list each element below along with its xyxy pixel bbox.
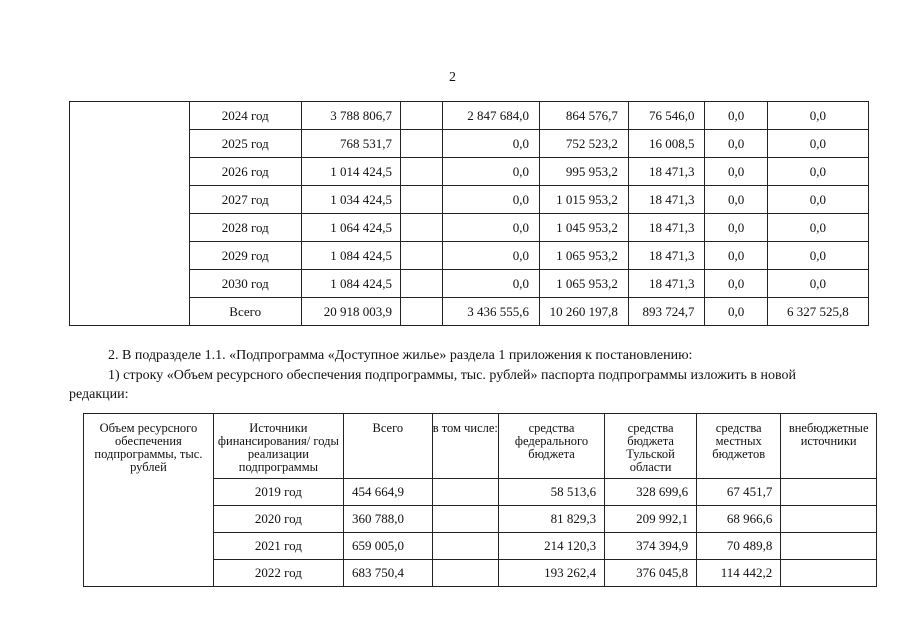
paragraph-item-1: 1) строку «Объем ресурсного обеспечения подпрограммы, тыс. рублей» паспорта подпрограммы изложить в новой <box>108 368 796 383</box>
value-cell: 1 015 953,2 <box>539 186 628 214</box>
value-cell <box>781 479 877 506</box>
value-cell: 0,0 <box>767 186 868 214</box>
value-cell: 0,0 <box>705 242 767 270</box>
empty-cell <box>432 479 498 506</box>
table-row <box>70 186 869 214</box>
year-cell: 2029 год <box>189 242 301 270</box>
empty-cell <box>401 242 443 270</box>
table-row <box>70 242 869 270</box>
year-cell: 2030 год <box>189 270 301 298</box>
value-cell: 18 471,3 <box>628 186 705 214</box>
value-cell: 0,0 <box>705 270 767 298</box>
empty-cell <box>432 506 498 533</box>
value-cell: 893 724,7 <box>628 298 705 326</box>
total-cell: 1 064 424,5 <box>301 214 400 242</box>
value-cell: 214 120,3 <box>498 533 604 560</box>
value-cell: 1 045 953,2 <box>539 214 628 242</box>
total-cell: 1 084 424,5 <box>301 242 400 270</box>
table-row-total <box>70 298 869 326</box>
value-cell: 76 546,0 <box>628 102 705 130</box>
value-cell: 0,0 <box>705 186 767 214</box>
total-cell: 360 788,0 <box>343 506 432 533</box>
value-cell <box>781 506 877 533</box>
year-cell: 2021 год <box>213 533 343 560</box>
value-cell: 995 953,2 <box>539 158 628 186</box>
value-cell: 0,0 <box>705 130 767 158</box>
year-cell: 2020 год <box>213 506 343 533</box>
value-cell: 0,0 <box>767 242 868 270</box>
total-cell: 768 531,7 <box>301 130 400 158</box>
empty-cell <box>401 214 443 242</box>
value-cell: 67 451,7 <box>697 479 781 506</box>
value-cell: 2 847 684,0 <box>442 102 539 130</box>
header-extrabudgetary: внебюджетные источники <box>781 414 877 479</box>
value-cell: 0,0 <box>442 214 539 242</box>
header-local: средства местных бюджетов <box>697 414 781 479</box>
value-cell: 193 262,4 <box>498 560 604 587</box>
value-cell: 0,0 <box>442 130 539 158</box>
year-cell: 2019 год <box>213 479 343 506</box>
empty-cell <box>401 270 443 298</box>
total-cell: 1 014 424,5 <box>301 158 400 186</box>
page-number: 2 <box>449 70 456 85</box>
value-cell: 70 489,8 <box>697 533 781 560</box>
value-cell: 0,0 <box>442 270 539 298</box>
value-cell: 0,0 <box>767 158 868 186</box>
value-cell: 6 327 525,8 <box>767 298 868 326</box>
value-cell: 864 576,7 <box>539 102 628 130</box>
value-cell: 0,0 <box>705 298 767 326</box>
value-cell: 114 442,2 <box>697 560 781 587</box>
value-cell <box>781 533 877 560</box>
table-row <box>70 214 869 242</box>
value-cell: 376 045,8 <box>605 560 697 587</box>
header-total: Всего <box>343 414 432 479</box>
year-cell: Всего <box>189 298 301 326</box>
total-cell: 659 005,0 <box>343 533 432 560</box>
paragraph-continuation: редакции: <box>69 387 129 402</box>
year-cell: 2022 год <box>213 560 343 587</box>
total-cell: 454 664,9 <box>343 479 432 506</box>
header-resource-volume: Объем ресурсного обеспечения подпрограммы, тыс. рублей <box>84 414 214 587</box>
empty-cell <box>401 186 443 214</box>
table-row <box>70 102 869 130</box>
value-cell: 0,0 <box>705 102 767 130</box>
value-cell: 0,0 <box>705 158 767 186</box>
value-cell: 0,0 <box>767 130 868 158</box>
value-cell: 374 394,9 <box>605 533 697 560</box>
value-cell: 0,0 <box>767 214 868 242</box>
header-federal: средства федерального бюджета <box>498 414 604 479</box>
empty-cell <box>401 102 443 130</box>
table-row <box>70 270 869 298</box>
table-row <box>70 130 869 158</box>
funding-table-continued <box>69 101 869 326</box>
value-cell: 68 966,6 <box>697 506 781 533</box>
value-cell: 1 065 953,2 <box>539 242 628 270</box>
total-cell: 1 034 424,5 <box>301 186 400 214</box>
empty-cell <box>432 533 498 560</box>
header-including: в том числе: <box>432 414 498 479</box>
value-cell: 752 523,2 <box>539 130 628 158</box>
empty-cell <box>401 158 443 186</box>
total-cell: 3 788 806,7 <box>301 102 400 130</box>
table-header-row <box>84 414 877 479</box>
value-cell: 18 471,3 <box>628 158 705 186</box>
total-cell: 20 918 003,9 <box>301 298 400 326</box>
value-cell: 0,0 <box>705 214 767 242</box>
value-cell: 0,0 <box>442 186 539 214</box>
table-row <box>70 158 869 186</box>
value-cell: 0,0 <box>767 270 868 298</box>
year-cell: 2024 год <box>189 102 301 130</box>
header-sources: Источники финансирования/ годы реализации подпрограммы <box>213 414 343 479</box>
paragraph-section-2: 2. В подразделе 1.1. «Подпрограмма «Доступное жилье» раздела 1 приложения к постановлению: <box>108 348 693 363</box>
year-cell: 2026 год <box>189 158 301 186</box>
value-cell: 16 008,5 <box>628 130 705 158</box>
header-regional: средства бюджета Тульской области <box>605 414 697 479</box>
empty-cell <box>432 560 498 587</box>
year-cell: 2025 год <box>189 130 301 158</box>
value-cell: 0,0 <box>767 102 868 130</box>
value-cell: 328 699,6 <box>605 479 697 506</box>
funding-table-new <box>83 413 877 587</box>
value-cell <box>781 560 877 587</box>
value-cell: 0,0 <box>442 158 539 186</box>
year-cell: 2027 год <box>189 186 301 214</box>
value-cell: 81 829,3 <box>498 506 604 533</box>
value-cell: 18 471,3 <box>628 242 705 270</box>
blank-merged-cell <box>70 102 190 326</box>
value-cell: 10 260 197,8 <box>539 298 628 326</box>
value-cell: 3 436 555,6 <box>442 298 539 326</box>
value-cell: 58 513,6 <box>498 479 604 506</box>
value-cell: 18 471,3 <box>628 270 705 298</box>
year-cell: 2028 год <box>189 214 301 242</box>
value-cell: 209 992,1 <box>605 506 697 533</box>
value-cell: 1 065 953,2 <box>539 270 628 298</box>
value-cell: 18 471,3 <box>628 214 705 242</box>
empty-cell <box>401 298 443 326</box>
empty-cell <box>401 130 443 158</box>
total-cell: 1 084 424,5 <box>301 270 400 298</box>
value-cell: 0,0 <box>442 242 539 270</box>
total-cell: 683 750,4 <box>343 560 432 587</box>
